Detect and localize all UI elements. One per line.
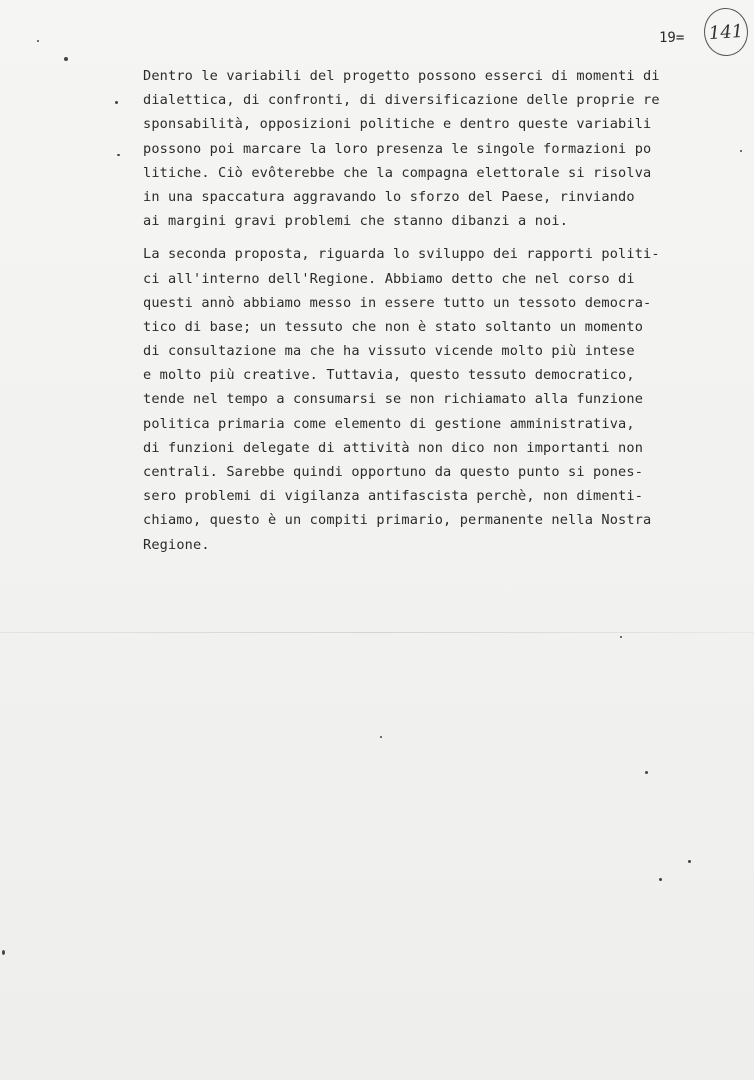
scan-speck — [115, 101, 118, 104]
text-line: La seconda proposta, riguarda lo sviluppo dei rapporti politi- — [143, 246, 660, 263]
text-line: tico di base; un tessuto che non è stato soltanto un momento — [143, 318, 644, 335]
scan-speck — [740, 150, 742, 152]
text-line: in una spaccatura aggravando lo sforzo del Paese, rinviando — [143, 188, 635, 205]
text-line: chiamo, questo è un compiti primario, permanente nella Nostra — [143, 512, 652, 529]
scan-speck — [37, 40, 39, 42]
scan-speck — [117, 154, 120, 156]
text-line: centrali. Sarebbe quindi opportuno da questo punto si pones- — [143, 464, 644, 480]
text-line: e molto più creative. Tuttavia, questo tessuto democratico, — [143, 367, 635, 384]
scan-speck — [688, 860, 691, 863]
page-fold-line — [0, 632, 754, 633]
paragraph-2 — [143, 242, 723, 556]
archive-stamp — [702, 7, 749, 58]
scan-speck — [645, 771, 648, 774]
typed-body — [143, 64, 723, 557]
text-line: politica primaria come elemento di gestione amministrativa, — [143, 415, 635, 432]
scan-speck — [380, 736, 382, 738]
scan-speck — [64, 57, 68, 61]
text-line: di consultazione ma che ha vissuto vicende molto più intese — [143, 343, 635, 360]
text-line: questi annò abbiamo messo in essere tutto un tessoto democra- — [143, 294, 652, 311]
scan-speck — [620, 636, 622, 638]
text-line: litiche. Ciò evôterebbe che la compagna elettorale si risolva — [143, 164, 652, 181]
text-line: possono poi marcare la loro presenza le singole formazioni po — [143, 140, 652, 157]
text-line: Regione. — [143, 536, 210, 553]
text-line: sponsabilità, opposizioni politiche e dentro queste variabili — [143, 116, 652, 133]
scan-speck — [2, 950, 5, 955]
text-line: ai margini gravi problemi che stanno dibanzi a noi. — [143, 213, 569, 230]
text-line: tende nel tempo a consumarsi se non richiamato alla funzione — [143, 391, 644, 408]
paragraph-1 — [143, 64, 723, 233]
paragraph-gap — [143, 233, 723, 242]
text-line: Dentro le variabili del progetto possono esserci di momenti di — [143, 68, 660, 84]
text-line: sero problemi di vigilanza antifascista perchè, non dimenti- — [143, 488, 644, 505]
text-line: dialettica, di confronti, di diversificazione delle proprie re — [143, 92, 660, 109]
text-line: ci all'interno dell'Regione. Abbiamo detto che nel corso di — [143, 270, 635, 287]
scan-speck — [659, 878, 662, 881]
text-line: di funzioni delegate di attività non dico non importanti non — [143, 439, 644, 456]
stamp-number: 141 — [708, 20, 744, 44]
page-number: 19= — [659, 30, 685, 46]
